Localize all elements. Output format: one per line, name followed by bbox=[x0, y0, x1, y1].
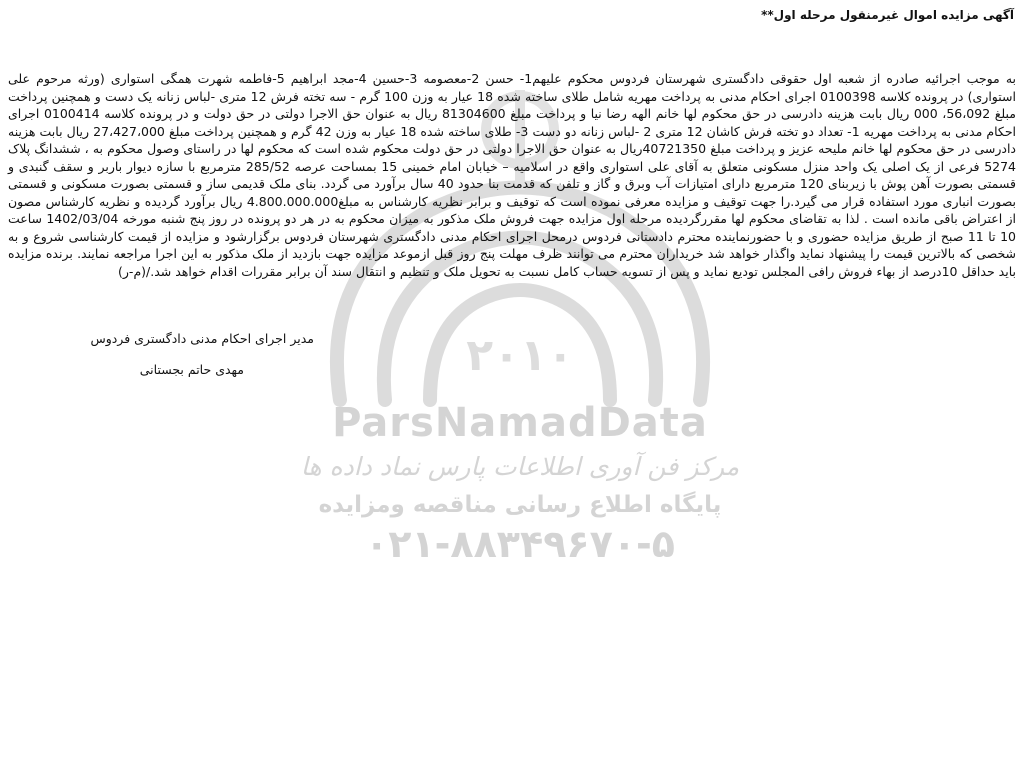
official-title: مدیر اجرای احکام مدنی دادگستری فردوس bbox=[90, 331, 314, 346]
watermark-company-name: مرکز فن آوری اطلاعات پارس نماد داده ها bbox=[300, 452, 740, 481]
watermark-digits: ۲۰۱۰ bbox=[466, 330, 574, 381]
watermark-brand: ParsNamadData bbox=[332, 400, 708, 446]
watermark-phone: ۰۲۱-۸۸۳۴۹۶۷۰-۵ bbox=[365, 522, 675, 566]
notice-heading: آگهی مزایده اموال غیرمنقول مرحله اول** bbox=[761, 8, 1014, 22]
notice-body: به موجب اجرائیه صادره از شعبه اول حقوقی دادگستری شهرستان فردوس محکوم علیهم1- حسن 2-معصومه 3-حسین 4-مجد ابراهیم 5-فاطمه شهرت همگی استواری (ورثه مرحوم علی استواری) در پرونده کلاسه 0100398 اجرای احکام مدنی به پرداخت مهریه شامل طلای ساخته شده 18 عیار به وزن 100 گرم - سه تخته فرش 12 متری -لباس زنانه یک دست و همچنین پرداخت مبلغ 56،092، 000 ریال بابت هزینه دادرسی در حق محکوم لها خانم الهه رضا نیا و پرداخت مبلغ 81304600 ریال به عنوان حق الاجرا دولتی در حق دولت و در پرونده کلاسه 0100414 اجرای احکام مدنی به پرداخت مهریه 1- تعداد دو تخته فرش کاشان 12 متری 2 -لباس زنانه دو دست 3- طلای ساخته شده 18 عیار به وزن 42 گرم و همچنین پرداخت مبلغ 27،427،000 ریال بابت هزینه دادرسی در حق محکوم لها خانم ملیحه عزیز و پرداخت مبلغ 40721350ریال به عنوان حق الاجرا دولتی در حق دولت محکوم شده است که محکوم لها در راستای وصول محکوم به ، ششدانگ پلاک 5274 فرعی از یک اصلی یک واحد منزل مسکونی متعلق به آقای علی استواری واقع در اسلامیه – خیابان امام خمینی 15 بمساحت عرصه 285/52 مترمربع با سازه دیوار باربر و سقف گنبدی و قسمتی بصورت آهن پوش با زیربنای 120 مترمربع دارای امتیازات آب وبرق و گاز و تلفن که قدمت بنا حدود 40 سال برآورد می گردد. بنای ملک قدیمی ساز و قسمتی بصورت مسکونی و قسمتی بصورت انباری مورد استفاده قرار می گیرد.را جهت توقیف و مزایده معرفی نموده است که توقیف و برابر نظریه کارشناس به مبلغ4.800.000.000 ریال برآورد گردیده و نظریه کارشناس مصون از اعتراض باقی مانده است . لذا به تقاضای محکوم لها مقررگردیده مرحله اول مزایده جهت فروش ملک مذکور به میزان محکوم به در هر دو پرونده در روز پنج شنبه مورخه 1402/03/04 ساعت 10 تا 11 صبح از طریق مزایده حضوری و با حضورنماینده محترم دادستانی فردوس درمحل اجرای احکام مدنی دادگستری شهرستان فردوس برگزارشود و مزایده از قیمت کارشناسی شروع و به شخصی که بالاترین قیمت را پیشنهاد نماید واگذار خواهد شد خریداران محترم می توانند ظرف مهلت پنج روز قبل ازموعد مزایده جهت بازدید از ملک مذکور به این اجرا مراجعه نمایند. برنده مزایده باید حداقل 10درصد از بهاء فروش رافی المجلس تودیع نماید و پس از تسویه حساب کامل نسبت به تحویل ملک و تنظیم و انتقال سند آن برابر مقررات اقدام خواهد شد./(م-ر) bbox=[8, 71, 1017, 279]
official-name: مهدی حاتم بجستانی bbox=[139, 362, 244, 377]
watermark-tagline: پایگاه اطلاع رسانی مناقصه ومزایده bbox=[318, 492, 722, 518]
